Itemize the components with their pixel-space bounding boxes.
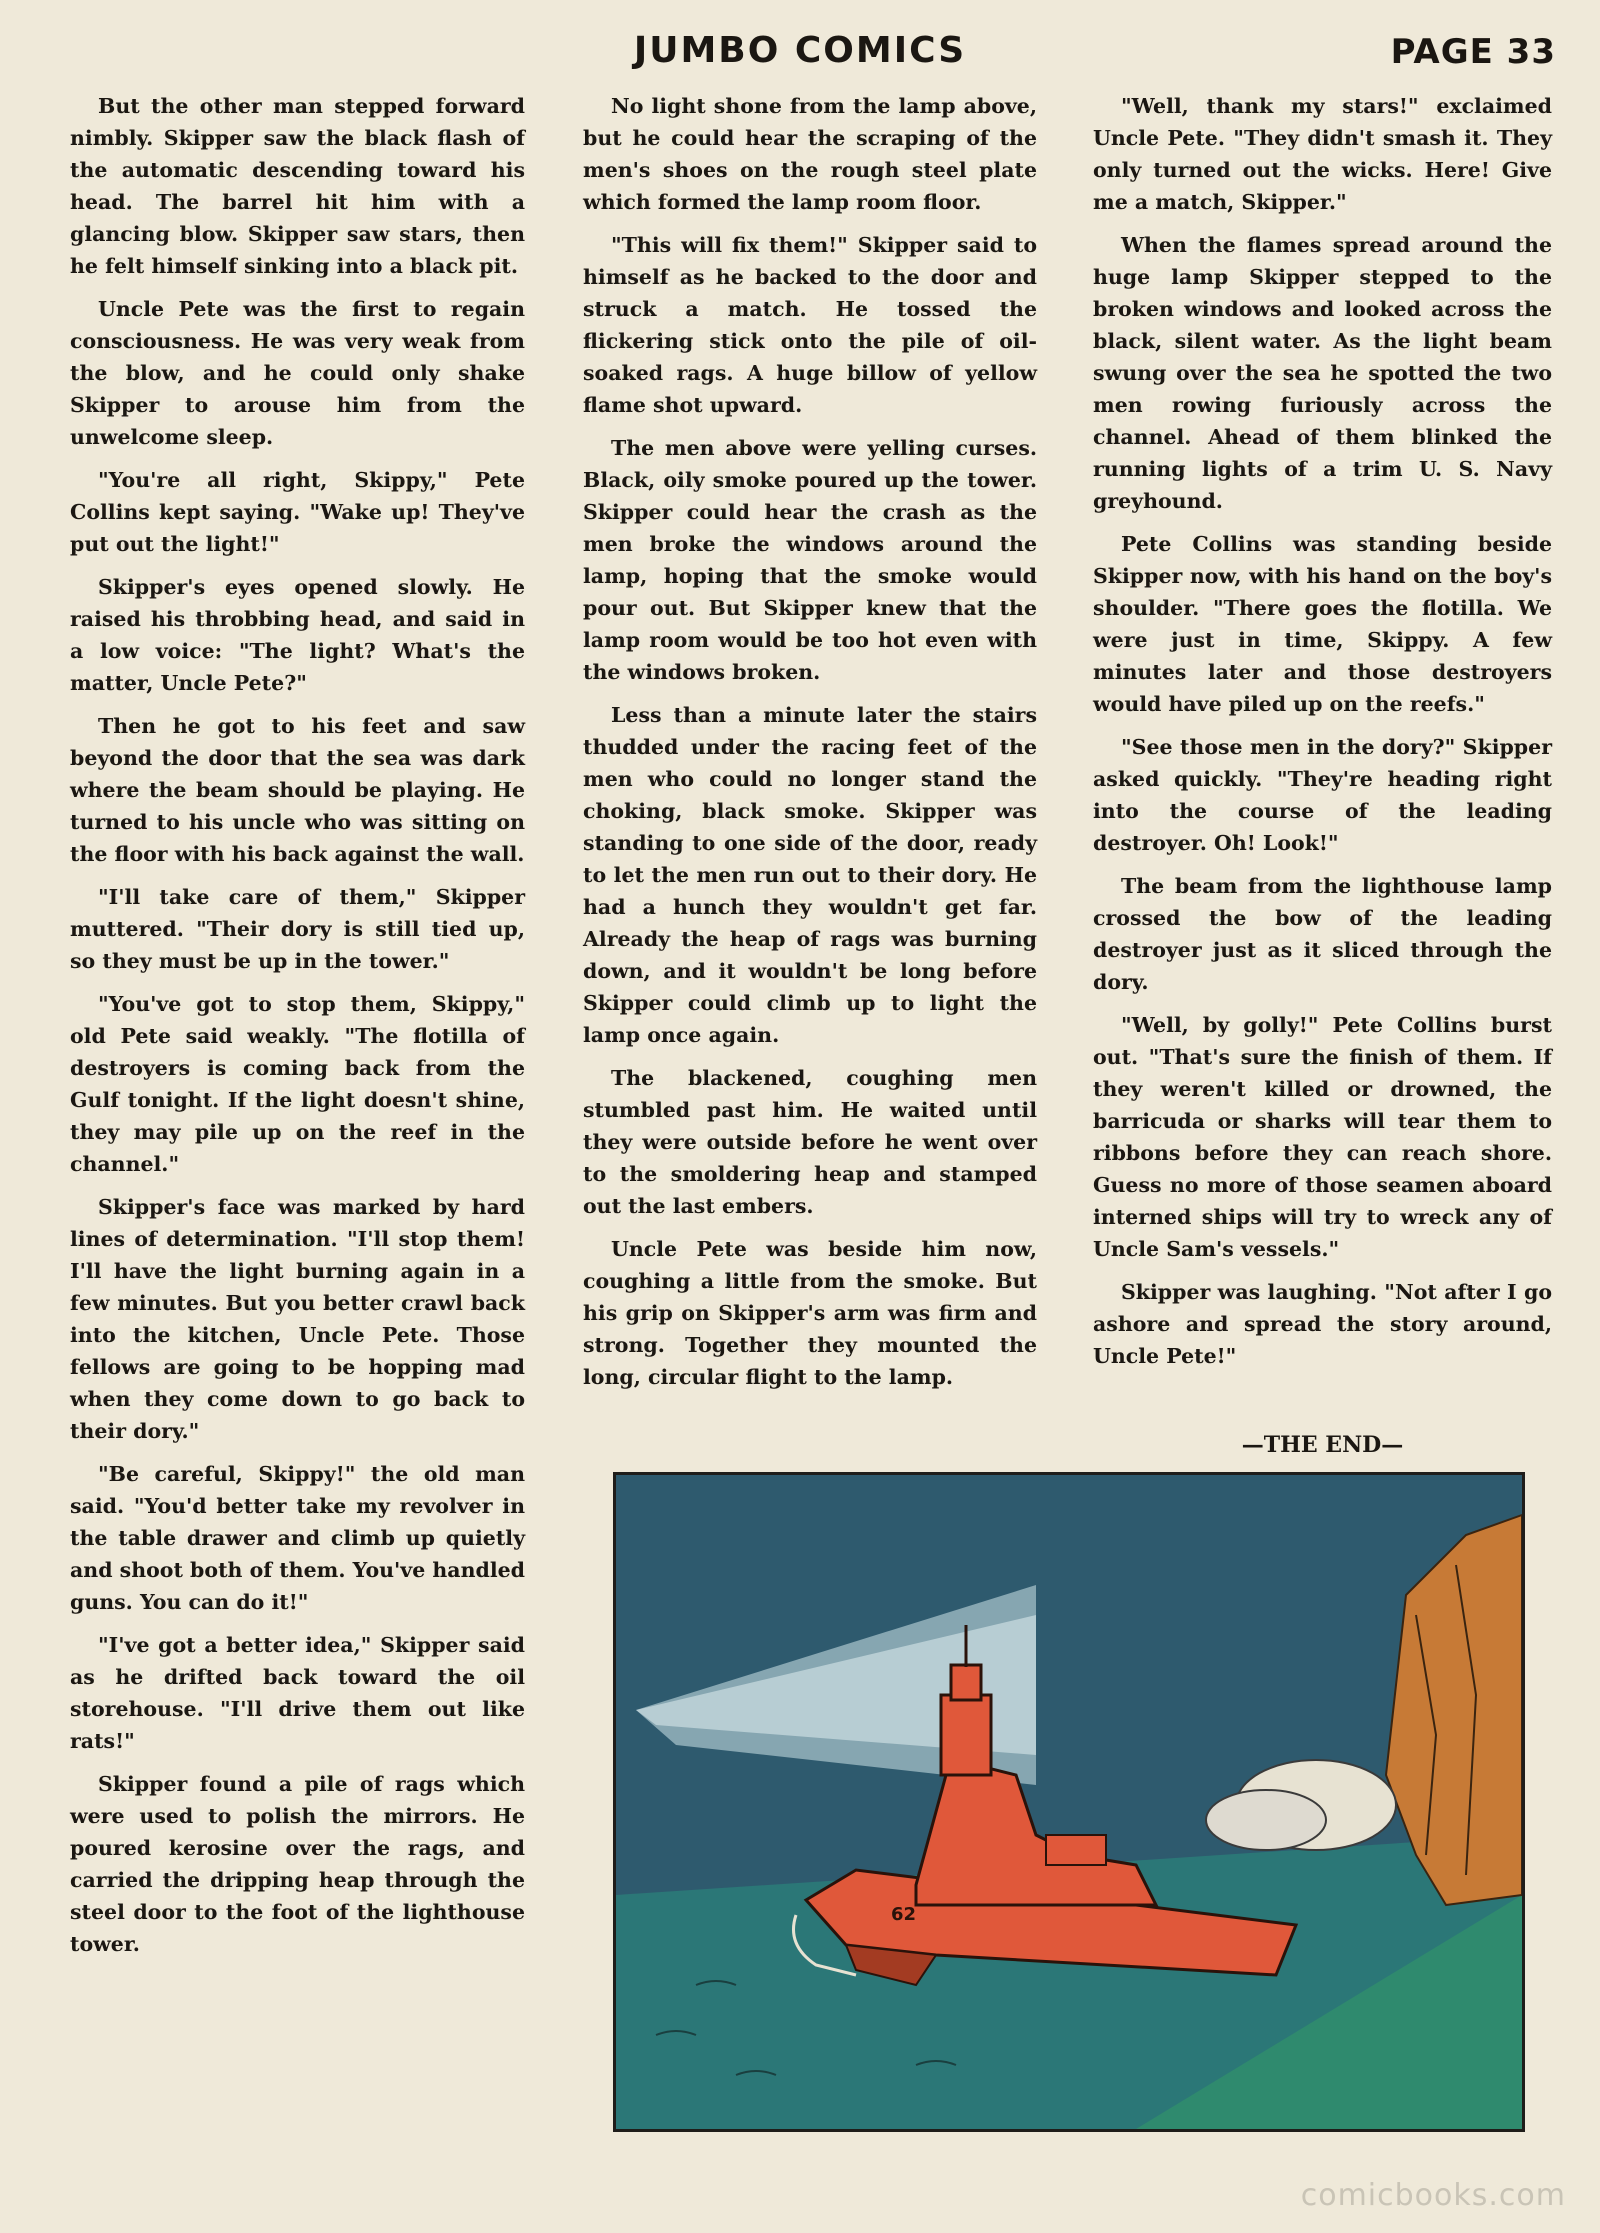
story-paragraph: The men above were yelling curses. Black, oily smoke poured up the tower. Skipper could hear the crash as the men broke the windows around the lamp, hoping that the smoke would pour out. But Skipper knew that the lamp room would be too hot even with the windows broken. [583,436,1037,684]
destroyer-illustration [616,1475,1522,2129]
story-paragraph: "Well, thank my stars!" exclaimed Uncle Pete. "They didn't smash it. They only turned out the wicks. Here! Give me a match, Skipper." [1093,94,1552,214]
story-paragraph: Skipper's face was marked by hard lines of determination. "I'll stop them! I'll have the light burning again in a few minutes. But you better crawl back into the kitchen, Uncle Pete. Those fellows are going to be hopping mad when they come down to go back to their dory." [70,1195,525,1443]
story-paragraph: "See those men in the dory?" Skipper asked quickly. "They're heading right into the course of the leading destroyer. Oh! Look!" [1093,735,1552,855]
story-paragraph: When the flames spread around the huge lamp Skipper stepped to the broken windows and looked across the black, silent water. As the light beam swung over the sea he spotted the two men rowing furiously across the channel. Ahead of them blinked the running lights of a trim U. S. Navy greyhound. [1093,233,1552,513]
story-paragraph: Skipper was laughing. "Not after I go ashore and spread the story around, Uncle Pete!" [1093,1280,1552,1368]
story-paragraph: Pete Collins was standing beside Skipper now, with his hand on the boy's shoulder. "There goes the flotilla. We were just in time, Skippy. A few minutes later and those destroyers would have piled up on the reefs." [1093,532,1552,716]
story-paragraph: "Well, by golly!" Pete Collins burst out. "That's sure the finish of them. If they weren't killed or drowned, the barricuda or sharks will tear them to ribbons before they can reach shore. Guess no more of those seamen aboard interned ships will try to wreck any of Uncle Sam's vessels." [1093,1013,1552,1261]
story-paragraph: Skipper found a pile of rags which were used to polish the mirrors. He poured kerosine over the rags, and carried the dripping heap through the steel door to the foot of the lighthouse tower. [70,1772,525,1956]
story-paragraph: "Be careful, Skippy!" the old man said. "You'd better take my revolver in the table drawer and climb up quietly and shoot both of them. You've handled guns. You can do it!" [70,1462,525,1614]
page-number: PAGE 33 [1390,32,1556,72]
story-paragraph: Uncle Pete was the first to regain consciousness. He was very weak from the blow, and he could only shake Skipper to arouse him from the unwelcome sleep. [70,297,525,449]
story-paragraph: Skipper's eyes opened slowly. He raised his throbbing head, and said in a low voice: "The light? What's the matter, Uncle Pete?" [70,575,525,695]
text-column-3 [1093,90,1552,1383]
magazine-title: JUMBO COMICS [633,30,967,71]
text-column-1 [70,90,525,1971]
hull-number: 62 [891,1904,917,1925]
illustration-panel [613,1472,1525,2132]
story-paragraph: "You're all right, Skippy," Pete Collins kept saying. "Wake up! They've put out the light!" [70,468,525,556]
watermark: comicbooks.com [1300,2178,1566,2213]
story-paragraph: No light shone from the lamp above, but he could hear the scraping of the men's shoes on the rough steel plate which formed the lamp room floor. [583,94,1037,214]
story-paragraph: "You've got to stop them, Skippy," old Pete said weakly. "The flotilla of destroyers is coming back from the Gulf tonight. If the light doesn't shine, they may pile up on the reef in the channel." [70,992,525,1176]
story-paragraph: "This will fix them!" Skipper said to himself as he backed to the door and struck a match. He tossed the flickering stick onto the pile of oil-soaked rags. A huge billow of yellow flame shot upward. [583,233,1037,417]
story-paragraph: The beam from the lighthouse lamp crossed the bow of the leading destroyer just as it sliced through the dory. [1093,874,1552,994]
story-paragraph: Less than a minute later the stairs thudded under the racing feet of the men who could no longer stand the choking, black smoke. Skipper was standing to one side of the door, ready to let the men run out to their dory. He had a hunch they wouldn't get far. Already the heap of rags was burning down, and it wouldn't be long before Skipper could climb up to light the lamp once again. [583,703,1037,1047]
the-end-marker: —THE END— [1241,1432,1404,1458]
text-column-2 [583,90,1037,1404]
story-paragraph: Uncle Pete was beside him now, coughing a little from the smoke. But his grip on Skipper's arm was firm and strong. Together they mounted the long, circular flight to the lamp. [583,1237,1037,1389]
story-paragraph: "I've got a better idea," Skipper said as he drifted back toward the oil storehouse. "I'll drive them out like rats!" [70,1633,525,1753]
story-paragraph: The blackened, coughing men stumbled past him. He waited until they were outside before he went over to the smoldering heap and stamped out the last embers. [583,1066,1037,1218]
story-paragraph: Then he got to his feet and saw beyond the door that the sea was dark where the beam should be playing. He turned to his uncle who was sitting on the floor with his back against the wall. [70,714,525,866]
story-paragraph: But the other man stepped forward nimbly. Skipper saw the black flash of the automatic descending toward his head. The barrel hit him with a glancing blow. Skipper saw stars, then he felt himself sinking into a black pit. [70,94,525,278]
story-paragraph: "I'll take care of them," Skipper muttered. "Their dory is still tied up, so they must be up in the tower." [70,885,525,973]
